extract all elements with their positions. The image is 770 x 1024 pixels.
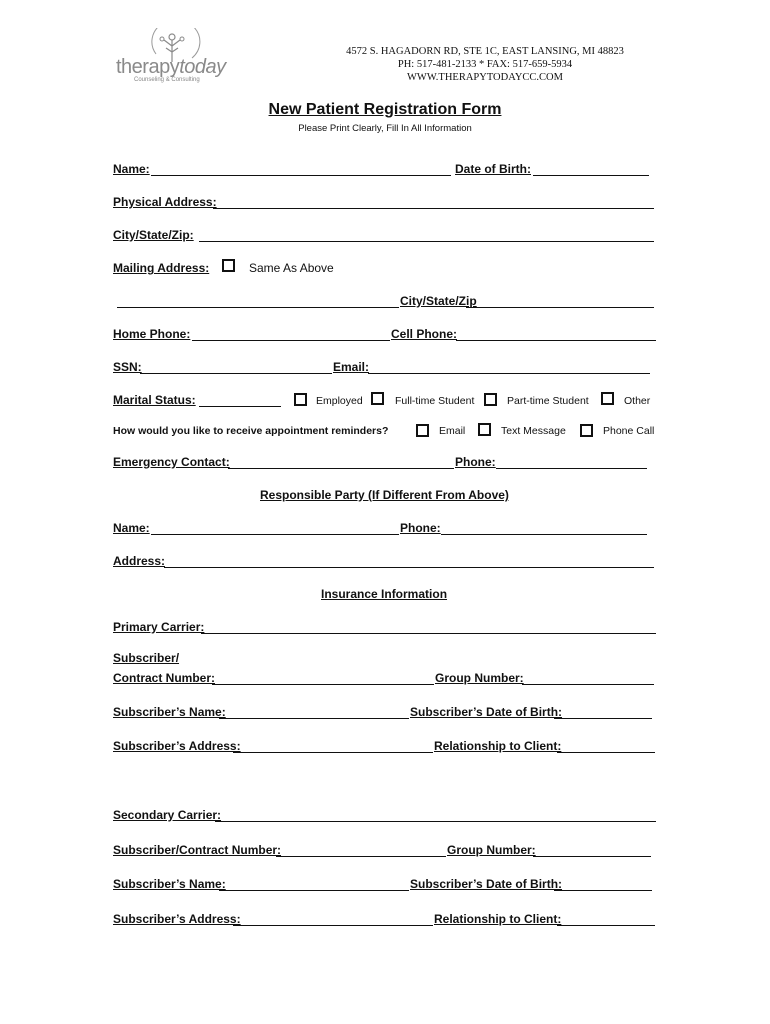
- logo-tagline: Counseling & Consulting: [134, 77, 200, 83]
- secondary-subscriber-name-field[interactable]: [219, 890, 409, 891]
- secondary-subscriber-dob-label: Subscriber’s Date of Birth:: [410, 877, 563, 891]
- reminder-question: How would you like to receive appointment reminders?: [113, 425, 389, 437]
- primary-group-number-field[interactable]: [522, 684, 654, 685]
- rp-phone-label: Phone:: [400, 521, 441, 535]
- same-as-above-label: Same As Above: [249, 261, 334, 275]
- primary-relationship-field[interactable]: [557, 752, 655, 753]
- city-state-zip-field[interactable]: [199, 241, 654, 242]
- same-as-above-checkbox[interactable]: [222, 259, 235, 272]
- secondary-carrier-field[interactable]: [215, 821, 656, 822]
- secondary-carrier-label: Secondary Carrier:: [113, 808, 222, 822]
- part-time-student-label: Part-time Student: [507, 395, 589, 407]
- emergency-contact-label: Emergency Contact:: [113, 455, 230, 469]
- reminder-phone-label: Phone Call: [603, 425, 655, 437]
- insurance-heading: Insurance Information: [321, 587, 448, 601]
- primary-contract-number-field[interactable]: [212, 684, 434, 685]
- name-label: Name:: [113, 162, 150, 176]
- physical-address-field[interactable]: [213, 208, 654, 209]
- mailing-city-state-zip-field[interactable]: [466, 307, 654, 308]
- other-label: Other: [624, 395, 651, 407]
- form-title: New Patient Registration Form: [268, 101, 502, 118]
- secondary-group-number-label: Group Number:: [447, 843, 536, 857]
- secondary-relationship-label: Relationship to Client:: [434, 912, 562, 926]
- cell-phone-field[interactable]: [456, 340, 656, 341]
- primary-subscriber-address-label: Subscriber’s Address:: [113, 739, 241, 753]
- primary-subscriber-name-field[interactable]: [219, 718, 409, 719]
- mailing-city-state-zip-label: City/State/Zip: [400, 294, 477, 308]
- secondary-subscriber-address-field[interactable]: [233, 925, 433, 926]
- secondary-relationship-field[interactable]: [557, 925, 655, 926]
- reminder-email-label: Email: [439, 425, 466, 437]
- clinic-address-block: [290, 45, 680, 84]
- emergency-contact-field[interactable]: [228, 468, 454, 469]
- physical-address-label: Physical Address:: [113, 195, 217, 209]
- rp-address-label: Address:: [113, 554, 166, 568]
- name-field[interactable]: [151, 175, 451, 176]
- secondary-subscriber-contract-field[interactable]: [276, 856, 446, 857]
- secondary-subscriber-name-label: Subscriber’s Name:: [113, 877, 226, 891]
- rp-phone-field[interactable]: [441, 534, 647, 535]
- reminder-text-checkbox[interactable]: [478, 423, 491, 436]
- rp-name-field[interactable]: [151, 534, 399, 535]
- responsible-party-heading: Responsible Party (If Different From Above): [260, 488, 509, 502]
- primary-relationship-label: Relationship to Client:: [434, 739, 562, 753]
- mailing-address-label: Mailing Address:: [113, 261, 210, 275]
- website-line: WWW.THERAPYTODAYCC.COM: [407, 72, 563, 83]
- rp-address-field[interactable]: [164, 567, 654, 568]
- dob-label: Date of Birth:: [455, 162, 531, 176]
- full-time-student-checkbox[interactable]: [371, 392, 384, 405]
- emergency-phone-field[interactable]: [496, 468, 647, 469]
- secondary-group-number-field[interactable]: [533, 856, 651, 857]
- emergency-phone-label: Phone:: [455, 455, 496, 469]
- part-time-student-checkbox[interactable]: [484, 393, 497, 406]
- employed-checkbox[interactable]: [294, 393, 307, 406]
- mailing-address-field[interactable]: [117, 307, 399, 308]
- secondary-subscriber-contract-label: Subscriber/Contract Number:: [113, 843, 282, 857]
- primary-subscriber-name-label: Subscriber’s Name:: [113, 705, 226, 719]
- secondary-subscriber-address-label: Subscriber’s Address:: [113, 912, 241, 926]
- primary-subscriber-label: Subscriber/: [113, 651, 180, 665]
- marital-status-label: Marital Status:: [113, 393, 196, 407]
- full-time-student-label: Full-time Student: [395, 395, 475, 407]
- reminder-phone-checkbox[interactable]: [580, 424, 593, 437]
- primary-subscriber-address-field[interactable]: [233, 752, 433, 753]
- ssn-label: SSN:: [113, 360, 142, 374]
- home-phone-field[interactable]: [192, 340, 390, 341]
- home-phone-label: Home Phone:: [113, 327, 191, 341]
- ssn-field[interactable]: [140, 373, 332, 374]
- marital-status-field[interactable]: [199, 406, 281, 407]
- dob-field[interactable]: [533, 175, 649, 176]
- primary-contract-number-label: Contract Number:: [113, 671, 216, 685]
- city-state-zip-label: City/State/Zip:: [113, 228, 194, 242]
- reminder-text-label: Text Message: [501, 425, 566, 437]
- form-subtitle: Please Print Clearly, Fill In All Information: [298, 123, 472, 134]
- secondary-subscriber-dob-field[interactable]: [554, 890, 652, 891]
- address-line: 4572 S. HAGADORN RD, STE 1C, EAST LANSING, MI 48823: [346, 46, 624, 57]
- logo-wordmark: therapytoday: [116, 56, 226, 78]
- email-label: Email:: [333, 360, 370, 374]
- phone-fax-line: PH: 517-481-2133 * FAX: 517-659-5934: [397, 59, 573, 70]
- rp-name-label: Name:: [113, 521, 150, 535]
- employed-label: Employed: [316, 395, 363, 407]
- other-checkbox[interactable]: [601, 392, 614, 405]
- email-field[interactable]: [368, 373, 650, 374]
- reminder-email-checkbox[interactable]: [416, 424, 429, 437]
- primary-carrier-label: Primary Carrier:: [113, 620, 205, 634]
- primary-group-number-label: Group Number:: [435, 671, 524, 685]
- therapy-today-logo: [112, 26, 224, 90]
- primary-subscriber-dob-field[interactable]: [554, 718, 652, 719]
- primary-subscriber-dob-label: Subscriber’s Date of Birth:: [410, 705, 563, 719]
- cell-phone-label: Cell Phone:: [391, 327, 458, 341]
- primary-carrier-field[interactable]: [201, 633, 656, 634]
